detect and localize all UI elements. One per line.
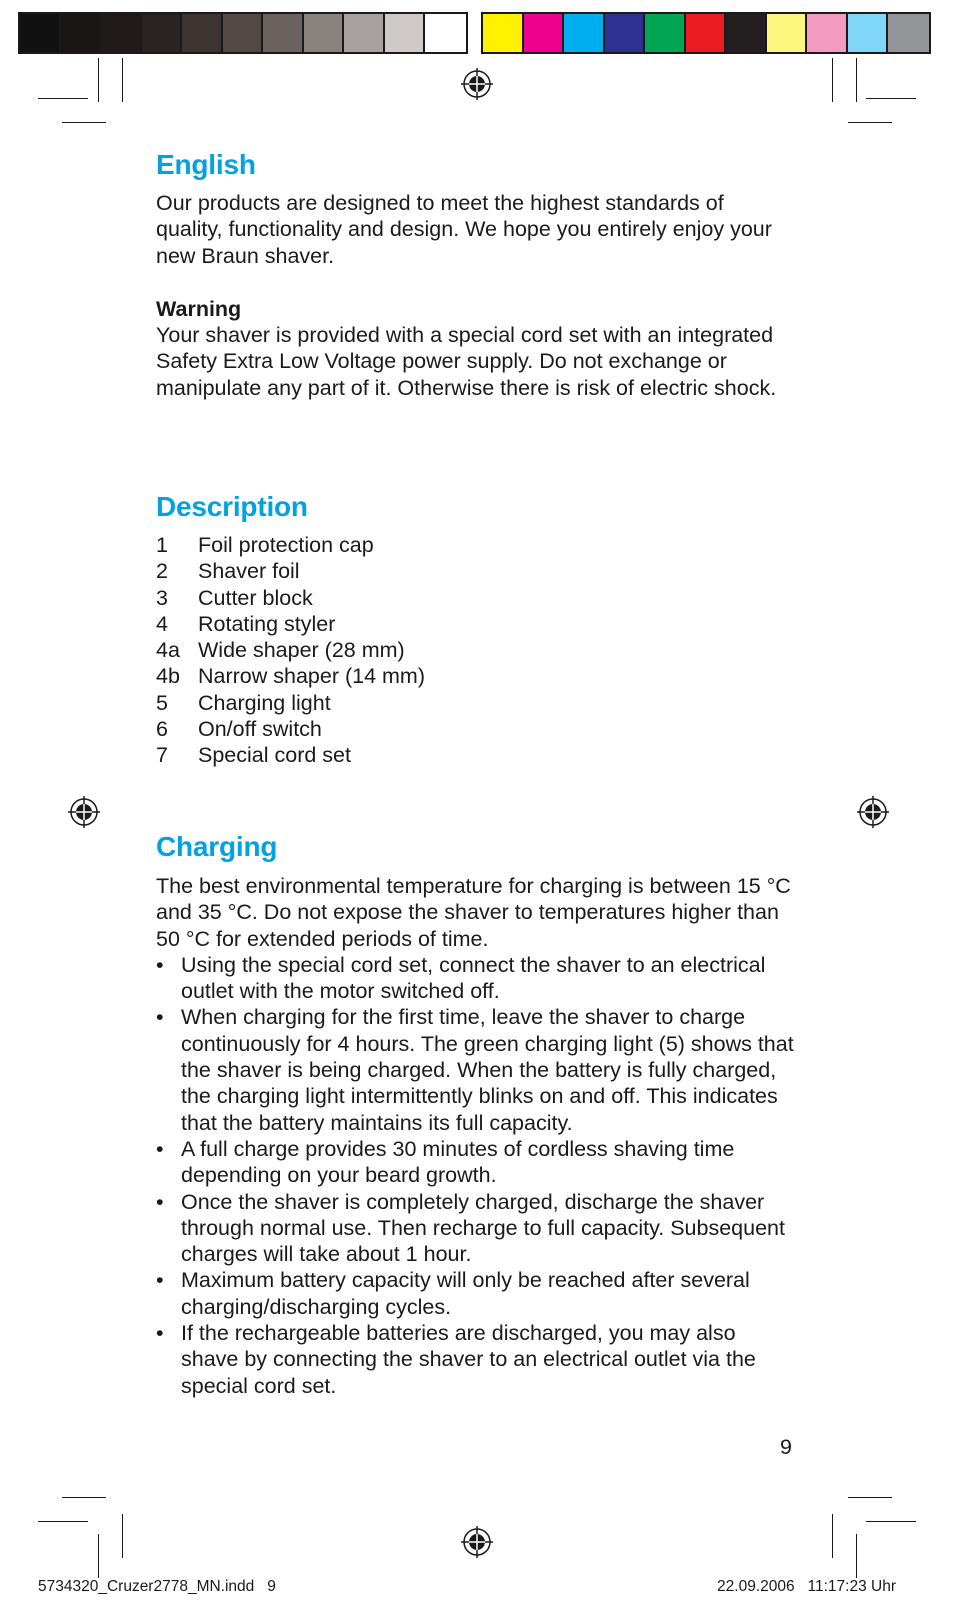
gray-swatch [344, 14, 385, 52]
charging-bullet-text: When charging for the first time, leave the shaver to charge continuously for 4 hours. The green charging light (5) shows that the shaver is being charged. When the battery is fully charged, the charging light intermittently blinks on and off. This indicates that the battery maintains its full capacity. [181, 1005, 794, 1135]
charging-section [156, 830, 796, 1399]
warning-text: Your shaver is provided with a special cord set with an integrated Safety Extra Low Voltage power supply. Do not exchange or manipulate any part of it. Otherwise there is risk of electric shock. [156, 323, 777, 400]
charging-bullet-text: A full charge provides 30 minutes of cordless shaving time depending on your beard growth. [181, 1136, 735, 1188]
gray-swatch [223, 14, 264, 52]
description-item-number: 6 [156, 717, 168, 742]
color-swatch [726, 14, 767, 52]
description-item-number: 3 [156, 585, 168, 610]
description-item-label: Foil protection cap [198, 533, 374, 557]
crop-mark [856, 58, 857, 102]
english-section [156, 148, 796, 401]
gray-swatch [385, 14, 426, 52]
gray-swatch [101, 14, 142, 52]
description-item [156, 690, 796, 716]
gray-swatch [425, 14, 466, 52]
registration-mark-icon [461, 1526, 493, 1558]
crop-mark [62, 122, 106, 123]
crop-mark [832, 1514, 833, 1558]
color-swatch [605, 14, 646, 52]
bullet-icon: • [156, 1136, 164, 1161]
bullet-icon: • [156, 1005, 164, 1030]
bullet-icon: • [156, 952, 164, 977]
crop-mark [122, 1514, 123, 1558]
crop-mark [856, 1534, 857, 1578]
charging-heading: Charging [156, 831, 278, 862]
gray-swatch [182, 14, 223, 52]
description-heading: Description [156, 491, 308, 522]
color-swatch [686, 14, 727, 52]
charging-bullet-item [156, 1267, 796, 1320]
crop-mark [848, 1497, 892, 1498]
color-swatch [767, 14, 808, 52]
charging-bullet-item [156, 1189, 796, 1268]
description-item-number: 4b [156, 664, 180, 689]
description-item-number: 4 [156, 611, 168, 636]
charging-bullet-text: Using the special cord set, connect the shaver to an electrical outlet with the motor switched off. [181, 952, 766, 1004]
gray-swatch [20, 14, 61, 52]
description-item-label: Wide shaper (28 mm) [198, 638, 405, 663]
crop-mark [38, 1521, 88, 1522]
charging-bullet-item [156, 952, 796, 1005]
registration-mark-icon [68, 796, 100, 828]
footer-filename: 5734320_Cruzer2778_MN.indd 9 [38, 1578, 276, 1595]
intro-paragraph: Our products are designed to meet the highest standards of quality, functionality and design. We hope you entirely enjoy your new Braun shaver. [156, 191, 772, 268]
crop-mark [38, 98, 88, 99]
gray-swatch [263, 14, 304, 52]
description-item-number: 4a [156, 638, 180, 663]
charging-bullet-text: Once the shaver is completely charged, discharge the shaver through normal use. Then recharge to full capacity. Subsequent charges will take about 1 hour. [181, 1189, 785, 1267]
color-swatch [848, 14, 889, 52]
description-item [156, 663, 796, 689]
charging-bullet-item [156, 1136, 796, 1189]
description-item [156, 716, 796, 742]
gray-swatch [142, 14, 183, 52]
warning-title: Warning [156, 296, 242, 321]
grayscale-calibration-bar [18, 12, 468, 54]
manual-page [156, 148, 796, 1398]
color-swatch [888, 14, 929, 52]
description-item-number: 2 [156, 559, 168, 584]
description-item-label: Special cord set [198, 743, 351, 768]
color-swatch [483, 14, 524, 52]
color-swatch [645, 14, 686, 52]
crop-mark [62, 1497, 106, 1498]
crop-mark [848, 122, 892, 123]
registration-mark-icon [461, 68, 493, 100]
description-section [156, 490, 796, 769]
description-item [156, 585, 796, 611]
description-item [156, 558, 796, 584]
color-swatch [807, 14, 848, 52]
description-item [156, 611, 796, 637]
description-item [156, 742, 796, 768]
registration-mark-icon [857, 796, 889, 828]
description-item-number: 7 [156, 743, 168, 768]
charging-bullet-item [156, 1320, 796, 1399]
description-item-label: Narrow shaper (14 mm) [198, 664, 425, 689]
footer-timestamp: 22.09.2006 11:17:23 Uhr [717, 1578, 896, 1595]
charging-bullet-text: If the rechargeable batteries are discharged, you may also shave by connecting the shaver to an electrical outlet via the special cord set. [181, 1321, 756, 1398]
warning-block [156, 296, 796, 401]
description-item-number: 5 [156, 690, 168, 715]
bullet-icon: • [156, 1189, 164, 1214]
description-list [156, 532, 796, 769]
english-heading: English [156, 149, 256, 180]
crop-mark [98, 58, 99, 102]
charging-bullet-text: Maximum battery capacity will only be reached after several charging/discharging cycles. [181, 1268, 750, 1319]
crop-mark [122, 58, 123, 102]
description-item-label: Shaver foil [198, 559, 300, 584]
description-item [156, 532, 796, 558]
crop-mark [98, 1534, 99, 1578]
color-swatch [564, 14, 605, 52]
bullet-icon: • [156, 1321, 164, 1346]
color-calibration-bar [481, 12, 931, 54]
crop-mark [866, 98, 916, 99]
color-swatch [524, 14, 565, 52]
description-item-label: On/off switch [198, 717, 322, 742]
crop-mark [832, 58, 833, 102]
description-item-number: 1 [156, 533, 168, 557]
charging-bullet-item [156, 1004, 796, 1135]
charging-bullet-list [156, 952, 796, 1399]
description-item-label: Charging light [198, 690, 331, 715]
description-item-label: Cutter block [198, 585, 313, 610]
description-item [156, 637, 796, 663]
description-item-label: Rotating styler [198, 611, 336, 636]
bullet-icon: • [156, 1268, 164, 1293]
gray-swatch [304, 14, 345, 52]
crop-mark [866, 1521, 916, 1522]
gray-swatch [61, 14, 102, 52]
page-number: 9 [780, 1435, 792, 1459]
charging-intro: The best environmental temperature for charging is between 15 °C and 35 °C. Do not expose the shaver to temperatures higher than 50 °C for extended periods of time. [156, 874, 791, 951]
